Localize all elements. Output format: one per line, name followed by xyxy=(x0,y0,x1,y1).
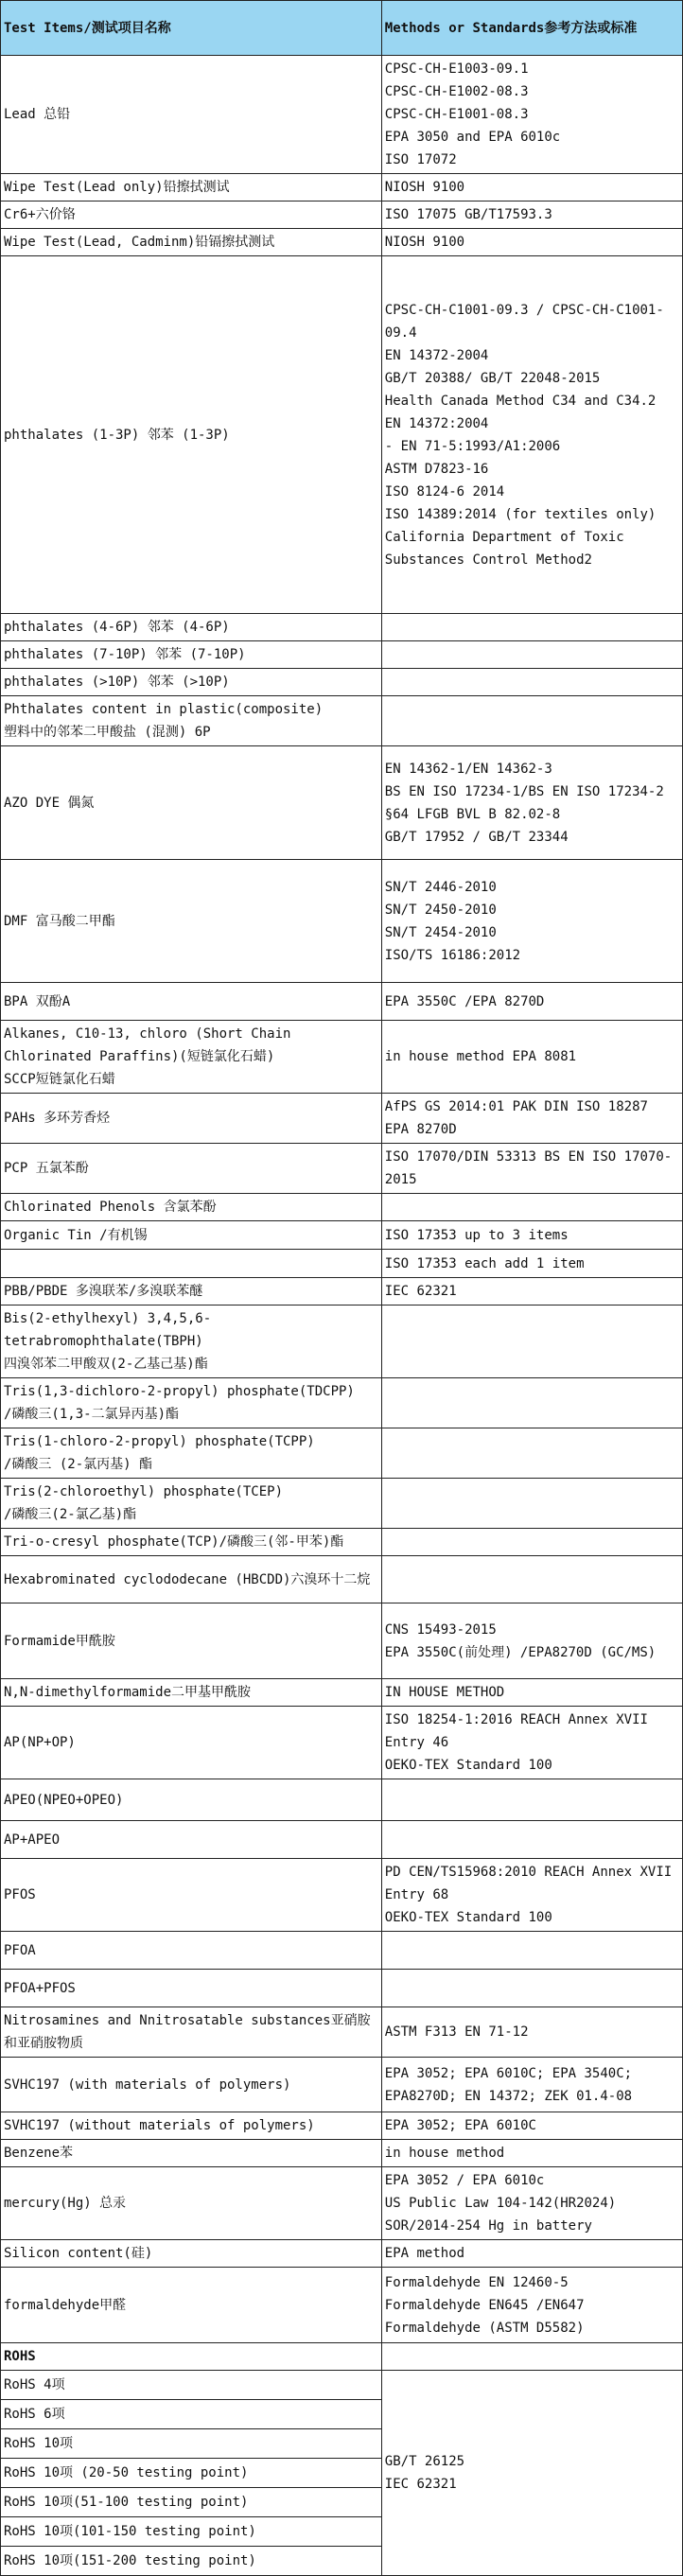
table-row xyxy=(1,56,683,174)
cell-line: Nitrosamines and Nnitrosatable substances亚硝胺和亚硝胺物质 xyxy=(4,2013,371,2051)
cell-line: Tris(1-chloro-2-propyl) phosphate(TCPP) xyxy=(4,1434,315,1449)
method-cell xyxy=(381,1194,682,1221)
cell-line: ISO 17353 up to 3 items xyxy=(384,1227,569,1243)
cell-line: CPSC-CH-E1003-09.1 xyxy=(384,61,529,77)
test-item-cell xyxy=(1,1250,382,1278)
test-item-cell xyxy=(1,174,382,202)
cell-line: ISO 17070/DIN 53313 BS EN ISO 17070-2015 xyxy=(384,1149,673,1187)
method-cell xyxy=(381,2058,682,2112)
cell-line: Phthalates content in plastic(composite) xyxy=(4,702,324,717)
test-item-cell xyxy=(1,1144,382,1194)
table-row xyxy=(1,1221,683,1250)
rohs-item-cell: RoHS 4项 xyxy=(1,2371,382,2400)
method-cell xyxy=(381,2268,682,2343)
table-row xyxy=(1,2007,683,2058)
table-header-row xyxy=(1,1,683,56)
test-item-cell xyxy=(1,1970,382,2007)
cell-line: EN 14372-2004 xyxy=(384,347,489,363)
method-cell xyxy=(381,669,682,696)
cell-line: SN/T 2454-2010 xyxy=(384,924,497,940)
table-row xyxy=(1,174,683,202)
table-row xyxy=(1,1250,683,1278)
test-item-cell xyxy=(1,2112,382,2140)
cell-line: in house method xyxy=(384,2146,505,2161)
cell-line: EN 14362-1/EN 14362-3 xyxy=(384,761,552,777)
rohs-row xyxy=(1,2371,683,2400)
rohs-method-cell xyxy=(381,2371,682,2576)
table-row xyxy=(1,1378,683,1428)
method-cell xyxy=(381,174,682,202)
cell-line: SCCP短链氯化石蜡 xyxy=(4,1072,115,1087)
cell-line: phthalates (>10P) 邻苯 (>10P) xyxy=(4,675,230,690)
cell-line: NIOSH 9100 xyxy=(384,180,465,195)
cell-line: CPSC-CH-C1001-09.3 / CPSC-CH-C1001-09.4 xyxy=(384,302,664,341)
cell-line: Entry 68 xyxy=(384,1887,449,1902)
test-item-cell xyxy=(1,1479,382,1529)
test-item-cell xyxy=(1,1556,382,1603)
method-cell xyxy=(381,2167,682,2240)
table-row xyxy=(1,2058,683,2112)
table-row xyxy=(1,2140,683,2167)
test-item-cell xyxy=(1,2268,382,2343)
test-item-cell xyxy=(1,2058,382,2112)
cell-line: Hexabrominated cyclododecane (HBCDD)六溴环十二烷 xyxy=(4,1571,371,1587)
method-cell xyxy=(381,1707,682,1779)
table-row xyxy=(1,2268,683,2343)
cell-line: GB/T 17952 / GB/T 23344 xyxy=(384,829,569,845)
method-cell xyxy=(381,2240,682,2268)
cell-line: Cr6+六价铬 xyxy=(4,207,76,222)
test-item-cell xyxy=(1,1603,382,1679)
test-item-cell xyxy=(1,696,382,746)
cell-line: SVHC197 (with materials of polymers) xyxy=(4,2077,291,2093)
cell-line: EPA 3052; EPA 6010C xyxy=(384,2118,536,2133)
cell-line: Wipe Test(Lead only)铅擦拭测试 xyxy=(4,180,230,195)
cell-line: Bis(2-ethylhexyl) 3,4,5,6-tetrabromophthalate(TBPH) xyxy=(4,1311,212,1349)
method-cell xyxy=(381,1021,682,1094)
table-row xyxy=(1,860,683,983)
cell-line: APEO(NPEO+OPEO) xyxy=(4,1792,124,1808)
table-row xyxy=(1,2167,683,2240)
cell-line: EPA 3050 and EPA 6010c xyxy=(384,130,561,145)
method-cell xyxy=(381,2112,682,2140)
cell-line: phthalates (7-10P) 邻苯 (7-10P) xyxy=(4,647,246,662)
method-cell xyxy=(381,229,682,256)
cell-line: §64 LFGB BVL B 82.02-8 xyxy=(384,806,561,822)
rohs-item-cell: RoHS 10项(51-100 testing point) xyxy=(1,2488,382,2517)
cell-line: ISO 17072 xyxy=(384,152,457,167)
test-item-cell xyxy=(1,1194,382,1221)
method-cell xyxy=(381,1821,682,1859)
method-cell xyxy=(381,1144,682,1194)
cell-line: ISO 8124-6 2014 xyxy=(384,483,505,499)
cell-line: /磷酸三(2-氯乙基)酯 xyxy=(4,1507,137,1522)
table-row xyxy=(1,669,683,696)
test-item-cell xyxy=(1,1821,382,1859)
method-cell xyxy=(381,1221,682,1250)
cell-line: EPA method xyxy=(384,2246,465,2261)
cell-line: CPSC-CH-E1002-08.3 xyxy=(384,84,529,99)
cell-line: Entry 46 xyxy=(384,1735,449,1750)
cell-line: PAHs 多环芳香烃 xyxy=(4,1111,111,1126)
cell-line: BS EN ISO 17234-1/BS EN ISO 17234-2 xyxy=(384,783,664,799)
cell-line: Organic Tin /有机锡 xyxy=(4,1227,148,1243)
cell-line: EPA 3052; EPA 6010C; EPA 3540C; EPA8270D; EN 14372; ZEK 01.4-08 xyxy=(384,2065,633,2104)
table-row xyxy=(1,1144,683,1194)
table-row xyxy=(1,1779,683,1821)
method-cell xyxy=(381,1094,682,1144)
method-cell xyxy=(381,256,682,614)
test-item-cell xyxy=(1,1278,382,1306)
table-row xyxy=(1,696,683,746)
test-item-cell xyxy=(1,746,382,860)
test-item-cell xyxy=(1,1306,382,1378)
test-item-cell xyxy=(1,1679,382,1707)
table-row xyxy=(1,1529,683,1556)
cell-line: N,N-dimethylformamide二甲基甲酰胺 xyxy=(4,1685,252,1700)
cell-line: Tris(2-chloroethyl) phosphate(TCEP) xyxy=(4,1484,284,1499)
cell-line: NIOSH 9100 xyxy=(384,235,465,250)
cell-line: Tris(1,3-dichloro-2-propyl) phosphate(TDCPP) xyxy=(4,1384,355,1399)
cell-line: EPA 3550C /EPA 8270D xyxy=(384,993,545,1009)
test-item-cell xyxy=(1,614,382,641)
cell-line: GB/T 20388/ GB/T 22048-2015 xyxy=(384,370,601,386)
table-row xyxy=(1,1556,683,1603)
method-cell xyxy=(381,1679,682,1707)
test-item-cell xyxy=(1,641,382,669)
test-item-cell xyxy=(1,1779,382,1821)
cell-line: US Public Law 104-142(HR2024) xyxy=(384,2196,617,2211)
header-methods: Methods or Standards参考方法或标准 xyxy=(381,1,682,56)
rohs-item-cell: RoHS 10项(101-150 testing point) xyxy=(1,2517,382,2547)
method-cell xyxy=(381,1859,682,1932)
test-item-cell xyxy=(1,1859,382,1932)
cell-line: SN/T 2446-2010 xyxy=(384,879,497,895)
cell-line: mercury(Hg) 总汞 xyxy=(4,2196,127,2211)
cell-line: IEC 62321 xyxy=(384,1284,457,1299)
cell-line: ISO/TS 16186:2012 xyxy=(384,947,521,963)
method-cell xyxy=(381,983,682,1021)
method-cell xyxy=(381,860,682,983)
method-cell xyxy=(381,56,682,174)
test-item-cell xyxy=(1,256,382,614)
table-row xyxy=(1,746,683,860)
cell-line: PFOA+PFOS xyxy=(4,1980,76,1996)
cell-line: EPA 3052 / EPA 6010c xyxy=(384,2173,545,2188)
method-cell xyxy=(381,1428,682,1479)
test-item-cell xyxy=(1,860,382,983)
method-cell xyxy=(381,1970,682,2007)
cell-line: AfPS GS 2014:01 PAK DIN ISO 18287 EPA 8270D xyxy=(384,1099,648,1137)
cell-line: phthalates (1-3P) 邻苯 (1-3P) xyxy=(4,427,230,443)
test-item-cell xyxy=(1,1094,382,1144)
cell-line: PD CEN/TS15968:2010 REACH Annex XVII xyxy=(384,1865,673,1880)
cell-line: EPA 3550C(前处理) /EPA8270D (GC/MS) xyxy=(384,1644,657,1660)
cell-line: CNS 15493-2015 xyxy=(384,1621,497,1638)
cell-line: AZO DYE 偶氮 xyxy=(4,795,95,811)
method-cell xyxy=(381,2140,682,2167)
table-row xyxy=(1,1821,683,1859)
table-row xyxy=(1,202,683,229)
cell-line: Wipe Test(Lead, Cadminm)铅镉擦拭测试 xyxy=(4,235,275,250)
table-row xyxy=(1,1021,683,1094)
method-cell xyxy=(381,1306,682,1378)
cell-line: SN/T 2450-2010 xyxy=(384,902,497,918)
cell-line: BPA 双酚A xyxy=(4,993,71,1009)
cell-line: OEKO-TEX Standard 100 xyxy=(384,1910,552,1925)
cell-line: ASTM F313 EN 71-12 xyxy=(384,2024,529,2040)
test-item-cell xyxy=(1,1428,382,1479)
method-cell xyxy=(381,746,682,860)
rohs-section-empty xyxy=(381,2343,682,2371)
method-cell xyxy=(381,1250,682,1278)
cell-line: Health Canada Method C34 and C34.2 xyxy=(384,393,657,409)
test-item-cell xyxy=(1,2007,382,2058)
cell-line: Lead 总铅 xyxy=(4,107,71,122)
cell-line: AP+APEO xyxy=(4,1831,61,1848)
cell-line: 四溴邻苯二甲酸双(2-乙基己基)酯 xyxy=(4,1357,208,1372)
test-item-cell xyxy=(1,2167,382,2240)
cell-line: Silicon content(硅) xyxy=(4,2246,153,2261)
cell-line: IN HOUSE METHOD xyxy=(384,1685,505,1700)
cell-line: phthalates (4-6P) 邻苯 (4-6P) xyxy=(4,620,230,635)
cell-line: ISO 17075 GB/T17593.3 xyxy=(384,207,552,222)
test-item-cell xyxy=(1,983,382,1021)
test-item-cell xyxy=(1,2140,382,2167)
table-row xyxy=(1,1603,683,1679)
cell-line: Alkanes, C10-13, chloro (Short Chain Chlorinated Paraffins)(短链氯化石蜡) xyxy=(4,1026,291,1064)
cell-line: Tri-o-cresyl phosphate(TCP)/磷酸三(邻-甲苯)酯 xyxy=(4,1534,344,1550)
cell-line: IEC 62321 xyxy=(384,2477,457,2492)
cell-line: DMF 富马酸二甲酯 xyxy=(4,913,115,929)
cell-line: in house method EPA 8081 xyxy=(384,1049,577,1064)
table-row xyxy=(1,229,683,256)
cell-line: GB/T 26125 xyxy=(384,2454,465,2469)
rohs-section-title: ROHS xyxy=(1,2343,382,2371)
test-item-cell xyxy=(1,56,382,174)
cell-line: PFOS xyxy=(4,1887,36,1902)
method-cell xyxy=(381,1529,682,1556)
table-body xyxy=(1,56,683,2576)
table-row xyxy=(1,641,683,669)
test-item-cell xyxy=(1,669,382,696)
cell-line: PCP 五氯苯酚 xyxy=(4,1161,89,1176)
cell-line: SVHC197 (without materials of polymers) xyxy=(4,2118,315,2133)
table-row xyxy=(1,1679,683,1707)
table-row xyxy=(1,1970,683,2007)
method-cell xyxy=(381,1779,682,1821)
cell-line: CPSC-CH-E1001-08.3 xyxy=(384,107,529,122)
cell-line: formaldehyde甲醛 xyxy=(4,2297,127,2313)
test-item-cell xyxy=(1,229,382,256)
table-row xyxy=(1,1707,683,1779)
cell-line: /磷酸三 (2-氯丙基) 酯 xyxy=(4,1457,153,1472)
cell-line: SOR/2014-254 Hg in battery xyxy=(384,2218,592,2234)
test-item-cell xyxy=(1,2240,382,2268)
method-cell xyxy=(381,2007,682,2058)
cell-line: California Department of Toxic Substances Control Method2 xyxy=(384,529,624,568)
cell-line: Formaldehyde EN 12460-5 xyxy=(384,2274,569,2290)
table-row xyxy=(1,1932,683,1970)
table-row xyxy=(1,1194,683,1221)
method-cell xyxy=(381,1603,682,1679)
test-item-cell xyxy=(1,1021,382,1094)
table-row xyxy=(1,2112,683,2140)
method-cell xyxy=(381,1378,682,1428)
method-cell xyxy=(381,641,682,669)
cell-line: ASTM D7823-16 xyxy=(384,461,489,477)
rohs-item-cell: RoHS 10项 xyxy=(1,2429,382,2459)
test-item-cell xyxy=(1,1529,382,1556)
cell-line: 塑料中的邻苯二甲酸盐 (混测) 6P xyxy=(4,725,211,740)
table-row xyxy=(1,256,683,614)
cell-line: EN 14372:2004 xyxy=(384,415,489,431)
rohs-item-cell: RoHS 6项 xyxy=(1,2400,382,2429)
cell-line: Formaldehyde EN645 /EN647 xyxy=(384,2297,585,2313)
table-row xyxy=(1,983,683,1021)
cell-line: Formaldehyde (ASTM D5582) xyxy=(384,2320,585,2336)
table-row xyxy=(1,1094,683,1144)
method-cell xyxy=(381,696,682,746)
cell-line: Chlorinated Phenols 含氯苯酚 xyxy=(4,1200,217,1215)
cell-line: ISO 14389:2014 (for textiles only) xyxy=(384,506,657,522)
method-cell xyxy=(381,614,682,641)
rohs-item-cell: RoHS 10项 (20-50 testing point) xyxy=(1,2459,382,2488)
rohs-section-row xyxy=(1,2343,683,2371)
table-row xyxy=(1,614,683,641)
cell-line: OEKO-TEX Standard 100 xyxy=(384,1758,552,1773)
cell-line: ISO 18254-1:2016 REACH Annex XVII xyxy=(384,1712,648,1727)
method-cell xyxy=(381,1556,682,1603)
cell-line: Formamide甲酰胺 xyxy=(4,1633,115,1649)
cell-line: PBB/PBDE 多溴联苯/多溴联苯醚 xyxy=(4,1284,203,1299)
test-item-cell xyxy=(1,1221,382,1250)
test-item-cell xyxy=(1,1378,382,1428)
test-item-cell xyxy=(1,1932,382,1970)
cell-line: Benzene苯 xyxy=(4,2146,74,2161)
table-row xyxy=(1,1859,683,1932)
method-cell xyxy=(381,202,682,229)
method-cell xyxy=(381,1932,682,1970)
method-cell xyxy=(381,1278,682,1306)
cell-line: ISO 17353 each add 1 item xyxy=(384,1255,585,1271)
rohs-item-cell: RoHS 10项(151-200 testing point) xyxy=(1,2547,382,2576)
table-row xyxy=(1,1479,683,1529)
table-row xyxy=(1,1278,683,1306)
cell-line: - EN 71-5:1993/A1:2006 xyxy=(384,438,561,454)
header-test-items: Test Items/测试项目名称 xyxy=(1,1,382,56)
cell-line: /磷酸三(1,3-二氯异丙基)酯 xyxy=(4,1407,180,1422)
test-item-cell xyxy=(1,202,382,229)
cell-line: PFOA xyxy=(4,1942,36,1958)
cell-line: AP(NP+OP) xyxy=(4,1735,76,1750)
method-cell xyxy=(381,1479,682,1529)
table-row xyxy=(1,1428,683,1479)
table-row xyxy=(1,1306,683,1378)
table-row xyxy=(1,2240,683,2268)
test-item-cell xyxy=(1,1707,382,1779)
